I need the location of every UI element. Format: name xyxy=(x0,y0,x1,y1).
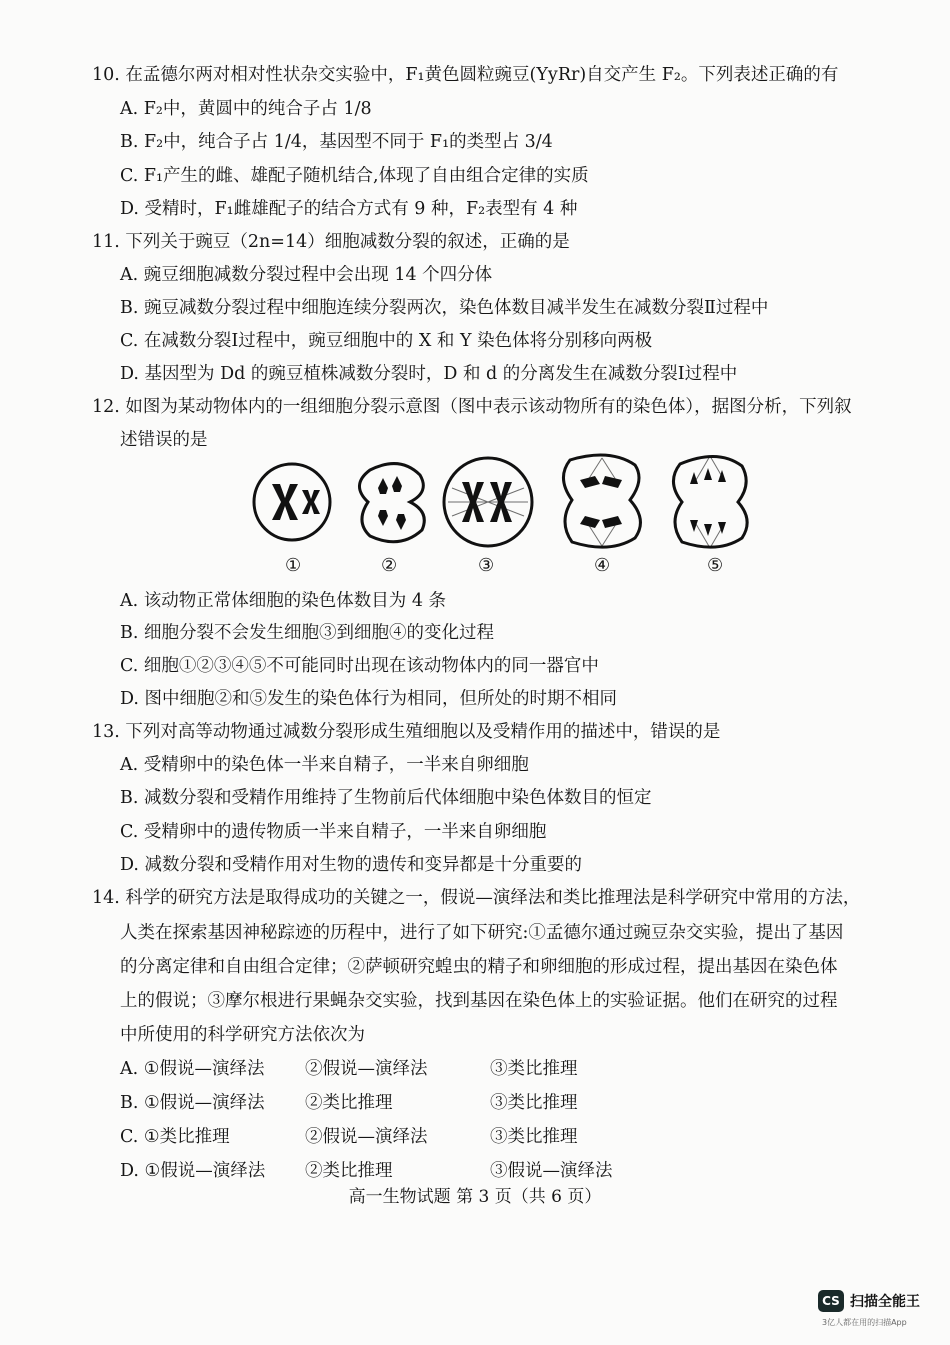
question-14-stem-line-2: 人类在探索基因神秘踪迹的历程中，进行了如下研究:①孟德尔通过豌豆杂交实验，提出了基因 xyxy=(120,923,844,943)
question-14-stem-line-4: 上的假说；③摩尔根进行果蝇杂交实验，找到基因在染色体上的实验证据。他们在研究的过程 xyxy=(120,991,838,1011)
figure-label-2: ② xyxy=(381,555,398,576)
question-10-option-d: D. 受精时，F₁雌雄配子的结合方式有 9 种，F₂表型有 4 种 xyxy=(120,199,578,219)
figure-label-1: ① xyxy=(285,555,302,576)
question-14-option-d-col-1: D. ①假说—演绎法 xyxy=(120,1161,266,1181)
cell-2 xyxy=(359,464,424,542)
cell-division-figure xyxy=(250,450,770,585)
question-11-stem: 11. 下列关于豌豆（2n=14）细胞减数分裂的叙述，正确的是 xyxy=(92,232,570,252)
question-14-option-b-col-1: B. ①假说—演绎法 xyxy=(120,1093,265,1113)
scanner-watermark xyxy=(818,1290,938,1334)
cell-1 xyxy=(254,464,330,540)
question-14-option-d-col-3: ③假说—演绎法 xyxy=(490,1161,613,1181)
question-11-option-c: C. 在减数分裂Ⅰ过程中，豌豆细胞中的 X 和 Y 染色体将分别移向两极 xyxy=(120,331,653,351)
question-14-option-b-col-2: ②类比推理 xyxy=(305,1093,393,1113)
question-12-option-d: D. 图中细胞②和⑤发生的染色体行为相同，但所处的时期不相同 xyxy=(120,689,618,709)
question-10-option-c: C. F₁产生的雌、雄配子随机结合,体现了自由组合定律的实质 xyxy=(120,166,589,186)
question-14-option-c-col-2: ②假说—演绎法 xyxy=(305,1127,428,1147)
question-14-option-a-col-1: A. ①假说—演绎法 xyxy=(120,1059,265,1079)
question-13-option-c: C. 受精卵中的遗传物质一半来自精子，一半来自卵细胞 xyxy=(120,822,547,842)
question-12-option-a: A. 该动物正常体细胞的染色体数目为 4 条 xyxy=(120,591,447,611)
question-13-stem: 13. 下列对高等动物通过减数分裂形成生殖细胞以及受精作用的描述中，错误的是 xyxy=(92,722,721,742)
question-13-option-a: A. 受精卵中的染色体一半来自精子，一半来自卵细胞 xyxy=(120,755,529,775)
page-footer: 高一生物试题 第 3 页（共 6 页） xyxy=(348,1187,602,1207)
question-14-stem-line-3: 的分离定律和自由组合定律；②萨顿研究蝗虫的精子和卵细胞的形成过程，提出基因在染色体 xyxy=(120,957,838,977)
question-10-option-b: B. F₂中，纯合子占 1/4，基因型不同于 F₁的类型占 3/4 xyxy=(120,132,553,152)
cell-4 xyxy=(563,455,640,547)
question-11-option-a: A. 豌豆细胞减数分裂过程中会出现 14 个四分体 xyxy=(120,265,493,285)
cell-5 xyxy=(673,456,747,548)
question-14-stem-line-5: 中所使用的科学研究方法依次为 xyxy=(120,1025,365,1045)
question-11-option-d: D. 基因型为 Dd 的豌豆植株减数分裂时，D 和 d 的分离发生在减数分裂Ⅰ过程中 xyxy=(120,364,738,384)
question-14-option-d-col-2: ②类比推理 xyxy=(305,1161,393,1181)
figure-label-4: ④ xyxy=(594,555,611,576)
question-14-option-c-col-1: C. ①类比推理 xyxy=(120,1127,230,1147)
scanner-logo-icon: CS xyxy=(818,1290,844,1312)
scanner-app-name: 扫描全能王 xyxy=(850,1294,920,1310)
figure-label-3: ③ xyxy=(478,555,495,576)
question-10-option-a: A. F₂中，黄圆中的纯合子占 1/8 xyxy=(120,99,372,119)
question-12-stem-line-2: 述错误的是 xyxy=(120,430,208,450)
question-12-option-c: C. 细胞①②③④⑤不可能同时出现在该动物体内的同一器官中 xyxy=(120,656,599,676)
question-14-stem-line-1: 14. 科学的研究方法是取得成功的关键之一，假说—演绎法和类比推理法是科学研究中常用的方法， xyxy=(92,888,861,908)
question-14-option-b-col-3: ③类比推理 xyxy=(490,1093,578,1113)
question-10-stem: 10. 在孟德尔两对相对性状杂交实验中，F₁黄色圆粒豌豆(YyRr)自交产生 F₂。下列表述正确的有 xyxy=(92,65,839,85)
question-14-option-a-col-3: ③类比推理 xyxy=(490,1059,578,1079)
question-13-option-d: D. 减数分裂和受精作用对生物的遗传和变异都是十分重要的 xyxy=(120,855,583,875)
cell-3 xyxy=(444,458,532,546)
question-12-option-b: B. 细胞分裂不会发生细胞③到细胞④的变化过程 xyxy=(120,623,494,643)
question-14-option-c-col-3: ③类比推理 xyxy=(490,1127,578,1147)
question-14-option-a-col-2: ②假说—演绎法 xyxy=(305,1059,428,1079)
question-13-option-b: B. 减数分裂和受精作用维持了生物前后代体细胞中染色体数目的恒定 xyxy=(120,788,652,808)
question-11-option-b: B. 豌豆减数分裂过程中细胞连续分裂两次，染色体数目减半发生在减数分裂Ⅱ过程中 xyxy=(120,298,769,318)
figure-label-5: ⑤ xyxy=(707,555,724,576)
scanner-tagline: 3亿人都在用的扫描App xyxy=(822,1318,907,1327)
question-12-stem-line-1: 12. 如图为某动物体内的一组细胞分裂示意图（图中表示该动物所有的染色体），据图分析，下列叙 xyxy=(92,397,852,417)
